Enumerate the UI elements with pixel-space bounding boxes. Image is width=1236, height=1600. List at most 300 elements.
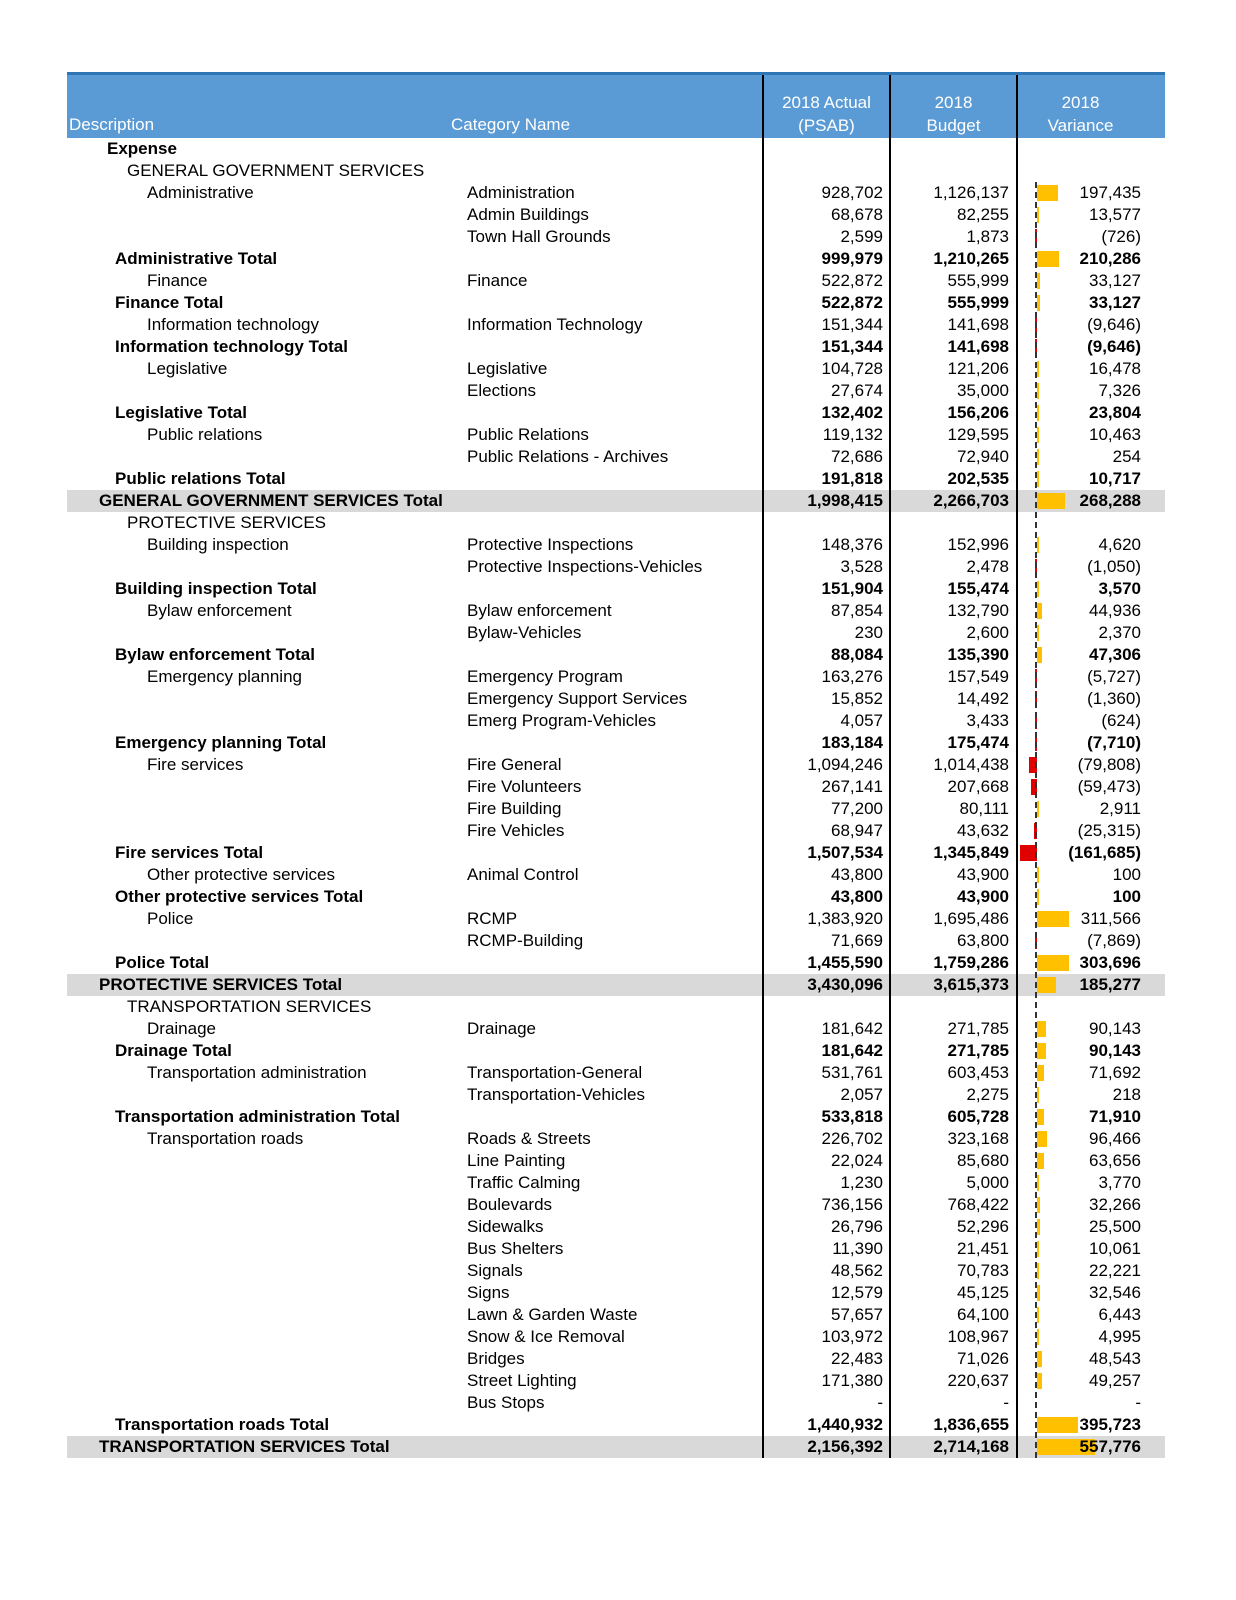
row-description: TRANSPORTATION SERVICES xyxy=(127,997,372,1016)
budget-column-divider xyxy=(889,138,891,1458)
row-actual: 267,141 xyxy=(821,777,883,796)
row-actual: 87,854 xyxy=(831,601,883,620)
row-actual: 119,132 xyxy=(822,425,883,444)
row-category: Transportation-Vehicles xyxy=(467,1085,645,1104)
row-actual: 148,376 xyxy=(821,535,883,554)
table-row xyxy=(67,864,1165,886)
row-actual: 522,872 xyxy=(821,293,883,312)
row-description: GENERAL GOVERNMENT SERVICES Total xyxy=(99,491,443,510)
subtotal-row xyxy=(67,248,1165,270)
table-row xyxy=(67,996,1165,1018)
row-actual: 15,852 xyxy=(831,689,883,708)
header-column-divider xyxy=(889,75,891,138)
row-variance: 90,143 xyxy=(1089,1041,1141,1060)
row-actual: 533,818 xyxy=(821,1107,883,1126)
row-variance: 47,306 xyxy=(1089,645,1141,664)
group-total-row xyxy=(67,490,1165,512)
header-category: Category Name xyxy=(451,115,571,134)
group-total-row xyxy=(67,974,1165,996)
row-description: Bylaw enforcement Total xyxy=(115,645,315,664)
row-variance: (9,646) xyxy=(1087,337,1141,356)
table-row xyxy=(67,1282,1165,1304)
row-category: Sidewalks xyxy=(467,1217,544,1236)
row-category: Traffic Calming xyxy=(467,1173,581,1192)
table-row xyxy=(67,1326,1165,1348)
row-budget: 220,637 xyxy=(947,1371,1009,1390)
row-budget: 1,759,286 xyxy=(933,953,1009,972)
row-actual: 191,818 xyxy=(821,469,883,488)
row-actual: 531,761 xyxy=(821,1063,883,1082)
table-row xyxy=(67,1216,1165,1238)
row-variance: 4,620 xyxy=(1098,535,1141,554)
row-variance: (624) xyxy=(1101,711,1141,730)
row-actual: 2,057 xyxy=(840,1085,883,1104)
row-budget: 271,785 xyxy=(947,1019,1009,1038)
row-category: Emergency Support Services xyxy=(467,689,688,708)
row-category: Lawn & Garden Waste xyxy=(467,1305,638,1324)
row-description: Emergency planning Total xyxy=(115,733,327,752)
table-row xyxy=(67,358,1165,380)
row-variance: 48,543 xyxy=(1089,1349,1141,1368)
row-budget: 1,126,137 xyxy=(933,183,1009,202)
row-description: Drainage xyxy=(147,1019,216,1038)
row-actual: 151,344 xyxy=(821,315,883,334)
row-actual: 104,728 xyxy=(821,359,883,378)
row-budget: 605,728 xyxy=(947,1107,1009,1126)
row-actual: 88,084 xyxy=(831,645,883,664)
row-description: Transportation roads Total xyxy=(115,1415,330,1434)
row-variance: 6,443 xyxy=(1098,1305,1141,1324)
row-category: Fire General xyxy=(467,755,562,774)
row-actual: 26,796 xyxy=(831,1217,883,1236)
row-description: Administrative Total xyxy=(115,249,278,268)
row-category: RCMP-Building xyxy=(467,931,584,950)
row-description: Finance xyxy=(147,271,208,290)
table-row xyxy=(67,1260,1165,1282)
subtotal-row xyxy=(67,1040,1165,1062)
subtotal-row xyxy=(67,886,1165,908)
row-variance: 197,435 xyxy=(1079,183,1141,202)
row-budget: 3,615,373 xyxy=(933,975,1009,994)
row-variance: 13,577 xyxy=(1089,205,1141,224)
row-variance: 96,466 xyxy=(1089,1129,1141,1148)
row-actual: 1,507,534 xyxy=(807,843,883,862)
row-budget: 21,451 xyxy=(957,1239,1009,1258)
subtotal-row xyxy=(67,644,1165,666)
row-category: Public Relations xyxy=(467,425,589,444)
table-row xyxy=(67,1062,1165,1084)
row-actual: 48,562 xyxy=(831,1261,883,1280)
row-category: Street Lighting xyxy=(467,1371,577,1390)
group-total-row xyxy=(67,1436,1165,1458)
row-description: Administrative xyxy=(147,183,254,202)
row-actual: 230 xyxy=(854,623,883,642)
row-actual: 3,528 xyxy=(840,557,883,576)
row-budget: 768,422 xyxy=(947,1195,1009,1214)
row-budget: 1,014,438 xyxy=(933,755,1009,774)
row-category: Line Painting xyxy=(467,1151,566,1170)
row-description: Transportation administration xyxy=(147,1063,367,1082)
table-header xyxy=(67,72,1165,138)
row-budget: 72,940 xyxy=(957,447,1009,466)
row-actual: 43,800 xyxy=(831,887,883,906)
row-variance: 16,478 xyxy=(1089,359,1141,378)
row-variance: (1,050) xyxy=(1087,557,1141,576)
row-budget: 1,695,486 xyxy=(933,909,1009,928)
header-column-divider xyxy=(762,75,764,138)
header-description: Description xyxy=(69,115,155,134)
row-description: GENERAL GOVERNMENT SERVICES xyxy=(127,161,425,180)
row-budget: 14,492 xyxy=(957,689,1009,708)
table-row xyxy=(67,688,1165,710)
row-actual: 12,579 xyxy=(831,1283,883,1302)
table-row xyxy=(67,820,1165,842)
row-budget: 71,026 xyxy=(957,1349,1009,1368)
row-description: Other protective services Total xyxy=(115,887,364,906)
row-budget: 141,698 xyxy=(947,315,1009,334)
row-category: Bus Shelters xyxy=(467,1239,564,1258)
row-variance: 3,770 xyxy=(1098,1173,1141,1192)
row-variance: 185,277 xyxy=(1079,975,1141,994)
row-actual: 103,972 xyxy=(821,1327,883,1346)
row-description: Transportation administration Total xyxy=(115,1107,400,1126)
row-actual: 522,872 xyxy=(821,271,883,290)
row-variance: 63,656 xyxy=(1089,1151,1141,1170)
row-variance: (25,315) xyxy=(1077,821,1141,840)
row-variance: 23,804 xyxy=(1089,403,1141,422)
row-variance: - xyxy=(1135,1393,1141,1412)
row-actual: 1,230 xyxy=(840,1173,883,1192)
row-description: Public relations xyxy=(147,425,263,444)
table-row xyxy=(67,1348,1165,1370)
row-variance: 32,266 xyxy=(1089,1195,1141,1214)
row-budget: 2,714,168 xyxy=(933,1437,1009,1456)
row-description: Building inspection xyxy=(147,535,289,554)
table-row xyxy=(67,754,1165,776)
row-actual: - xyxy=(877,1393,883,1412)
table-row xyxy=(67,1370,1165,1392)
row-budget: 80,111 xyxy=(959,799,1009,818)
row-variance: (9,646) xyxy=(1087,315,1141,334)
row-actual: 22,024 xyxy=(831,1151,883,1170)
row-variance: 254 xyxy=(1112,447,1141,466)
row-category: Signs xyxy=(467,1283,510,1302)
row-budget: 5,000 xyxy=(966,1173,1009,1192)
table-row xyxy=(67,314,1165,336)
row-category: Emerg Program-Vehicles xyxy=(467,711,656,730)
row-description: Other protective services xyxy=(147,865,336,884)
row-description: Transportation roads xyxy=(147,1129,304,1148)
row-budget: 2,478 xyxy=(966,557,1009,576)
table-row xyxy=(67,622,1165,644)
row-category: Administration xyxy=(467,183,575,202)
row-description: Fire services Total xyxy=(115,843,264,862)
row-variance: 268,288 xyxy=(1079,491,1141,510)
row-description: Expense xyxy=(107,139,177,158)
row-actual: 11,390 xyxy=(832,1239,883,1258)
row-description: PROTECTIVE SERVICES Total xyxy=(99,975,343,994)
row-budget: 43,900 xyxy=(957,887,1009,906)
row-category: Transportation-General xyxy=(467,1063,643,1082)
row-description: Finance Total xyxy=(115,293,224,312)
row-description: Public relations Total xyxy=(115,469,286,488)
row-actual: 928,702 xyxy=(821,183,883,202)
header-budget: 2018 Budget xyxy=(926,93,981,135)
row-actual: 1,094,246 xyxy=(807,755,883,774)
row-budget: 132,790 xyxy=(947,601,1009,620)
row-actual: 2,156,392 xyxy=(807,1437,883,1456)
row-actual: 181,642 xyxy=(821,1019,883,1038)
row-budget: 121,206 xyxy=(947,359,1009,378)
row-budget: 135,390 xyxy=(947,645,1009,664)
header-column-divider xyxy=(1016,75,1018,138)
row-budget: 64,100 xyxy=(957,1305,1009,1324)
row-variance: (5,727) xyxy=(1087,667,1141,686)
row-budget: 2,275 xyxy=(966,1085,1009,1104)
row-actual: 43,800 xyxy=(831,865,883,884)
table-row xyxy=(67,798,1165,820)
row-actual: 736,156 xyxy=(821,1195,883,1214)
row-variance: 22,221 xyxy=(1089,1261,1141,1280)
subtotal-row xyxy=(67,732,1165,754)
row-variance: 44,936 xyxy=(1089,601,1141,620)
row-category: Bylaw enforcement xyxy=(467,601,612,620)
row-budget: 555,999 xyxy=(947,271,1009,290)
row-variance: 32,546 xyxy=(1089,1283,1141,1302)
row-category: Drainage xyxy=(467,1019,536,1038)
row-budget: 129,595 xyxy=(947,425,1009,444)
table-row xyxy=(67,1172,1165,1194)
row-budget: 1,836,655 xyxy=(933,1415,1009,1434)
subtotal-row xyxy=(67,842,1165,864)
row-category: Admin Buildings xyxy=(467,205,589,224)
table-row xyxy=(67,446,1165,468)
table-row xyxy=(67,1392,1165,1414)
row-category: Protective Inspections-Vehicles xyxy=(467,557,703,576)
table-row xyxy=(67,600,1165,622)
row-variance: 7,326 xyxy=(1098,381,1141,400)
table-row xyxy=(67,1084,1165,1106)
row-variance: 395,723 xyxy=(1079,1415,1141,1434)
row-budget: 271,785 xyxy=(947,1041,1009,1060)
row-description: PROTECTIVE SERVICES xyxy=(127,513,327,532)
row-actual: 132,402 xyxy=(821,403,883,422)
row-description: Police Total xyxy=(115,953,210,972)
row-budget: 2,600 xyxy=(966,623,1009,642)
row-budget: 202,535 xyxy=(947,469,1009,488)
row-budget: - xyxy=(1003,1393,1009,1412)
table-row xyxy=(67,908,1165,930)
subtotal-row xyxy=(67,292,1165,314)
table-row xyxy=(67,204,1165,226)
table-row xyxy=(67,666,1165,688)
row-category: Boulevards xyxy=(467,1195,553,1214)
row-budget: 555,999 xyxy=(947,293,1009,312)
row-budget: 63,800 xyxy=(957,931,1009,950)
row-budget: 3,433 xyxy=(966,711,1009,730)
table-row xyxy=(67,710,1165,732)
row-budget: 152,996 xyxy=(947,535,1009,554)
table-row xyxy=(67,512,1165,534)
row-actual: 2,599 xyxy=(840,227,883,246)
variance-column-divider xyxy=(1016,138,1018,1458)
row-category: Legislative xyxy=(467,359,548,378)
header-variance: 2018 Variance xyxy=(1047,93,1114,135)
row-actual: 68,678 xyxy=(831,205,883,224)
budget-variance-table xyxy=(67,72,1165,1458)
row-actual: 151,344 xyxy=(821,337,883,356)
subtotal-row xyxy=(67,336,1165,358)
row-variance: 3,570 xyxy=(1098,579,1141,598)
row-actual: 151,904 xyxy=(821,579,883,598)
row-actual: 3,430,096 xyxy=(807,975,883,994)
row-actual: 71,669 xyxy=(831,931,883,950)
row-category: Animal Control xyxy=(467,865,579,884)
row-variance: 2,370 xyxy=(1098,623,1141,642)
row-variance: 49,257 xyxy=(1089,1371,1141,1390)
row-actual: 57,657 xyxy=(831,1305,883,1324)
row-variance: 557,776 xyxy=(1079,1437,1141,1456)
row-category: Emergency Program xyxy=(467,667,623,686)
subtotal-row xyxy=(67,402,1165,424)
row-budget: 35,000 xyxy=(957,381,1009,400)
row-description: Building inspection Total xyxy=(115,579,317,598)
row-actual: 68,947 xyxy=(831,821,883,840)
row-actual: 72,686 xyxy=(831,447,883,466)
row-budget: 82,255 xyxy=(957,205,1009,224)
row-category: Fire Vehicles xyxy=(467,821,565,840)
row-actual: 226,702 xyxy=(821,1129,883,1148)
subtotal-row xyxy=(67,578,1165,600)
row-variance: 303,696 xyxy=(1079,953,1141,972)
row-budget: 1,210,265 xyxy=(933,249,1009,268)
row-variance: 90,143 xyxy=(1089,1019,1141,1038)
row-budget: 1,873 xyxy=(966,227,1009,246)
table-row xyxy=(67,1238,1165,1260)
row-budget: 45,125 xyxy=(957,1283,1009,1302)
row-budget: 1,345,849 xyxy=(933,843,1009,862)
databar-zero-axis xyxy=(1035,182,1037,1458)
header-actual: 2018 Actual (PSAB) xyxy=(782,93,871,135)
row-category: Protective Inspections xyxy=(467,535,634,554)
row-budget: 141,698 xyxy=(947,337,1009,356)
row-variance: (7,869) xyxy=(1087,931,1141,950)
row-variance: 2,911 xyxy=(1099,799,1141,818)
table-row xyxy=(67,1128,1165,1150)
row-category: Public Relations - Archives xyxy=(467,447,669,466)
row-budget: 85,680 xyxy=(957,1151,1009,1170)
row-description: Emergency planning xyxy=(147,667,302,686)
row-variance: 33,127 xyxy=(1089,271,1141,290)
row-variance: 210,286 xyxy=(1079,249,1141,268)
table-row xyxy=(67,1150,1165,1172)
row-budget: 70,783 xyxy=(957,1261,1009,1280)
subtotal-row xyxy=(67,1106,1165,1128)
row-category: RCMP xyxy=(467,909,518,928)
row-actual: 77,200 xyxy=(831,799,883,818)
row-variance: 33,127 xyxy=(1089,293,1141,312)
row-actual: 1,383,920 xyxy=(807,909,883,928)
table-row xyxy=(67,160,1165,182)
row-category: Elections xyxy=(467,381,536,400)
row-variance: 4,995 xyxy=(1098,1327,1141,1346)
subtotal-row xyxy=(67,1414,1165,1436)
row-category: Town Hall Grounds xyxy=(467,227,611,246)
row-category: Information Technology xyxy=(467,315,643,334)
table-row xyxy=(67,1018,1165,1040)
row-category: Bridges xyxy=(467,1349,525,1368)
row-description: Drainage Total xyxy=(115,1041,232,1060)
table-row xyxy=(67,1194,1165,1216)
row-variance: (7,710) xyxy=(1087,733,1141,752)
row-category: Finance xyxy=(467,271,528,290)
table-row xyxy=(67,534,1165,556)
row-variance: 71,692 xyxy=(1089,1063,1141,1082)
row-budget: 155,474 xyxy=(947,579,1009,598)
row-description: Fire services xyxy=(147,755,244,774)
row-budget: 2,266,703 xyxy=(933,491,1009,510)
row-category: Signals xyxy=(467,1261,523,1280)
row-budget: 108,967 xyxy=(947,1327,1009,1346)
table-row xyxy=(67,226,1165,248)
row-variance: 100 xyxy=(1112,887,1141,906)
row-actual: 999,979 xyxy=(821,249,883,268)
row-variance: 25,500 xyxy=(1089,1217,1141,1236)
table-row xyxy=(67,930,1165,952)
row-actual: 181,642 xyxy=(821,1041,883,1060)
table-row xyxy=(67,182,1165,204)
row-category: Bus Stops xyxy=(467,1393,545,1412)
table-row xyxy=(67,556,1165,578)
row-variance: (79,808) xyxy=(1077,755,1141,774)
row-description: Legislative Total xyxy=(115,403,247,422)
row-category: Bylaw-Vehicles xyxy=(467,623,582,642)
row-actual: 163,276 xyxy=(821,667,883,686)
row-description: Bylaw enforcement xyxy=(147,601,292,620)
row-actual: 4,057 xyxy=(840,711,883,730)
row-variance: 10,061 xyxy=(1089,1239,1141,1258)
row-variance: 10,717 xyxy=(1089,469,1141,488)
table-row xyxy=(67,776,1165,798)
subtotal-row xyxy=(67,952,1165,974)
row-variance: (59,473) xyxy=(1077,777,1141,796)
table-body xyxy=(67,138,1165,1458)
row-category: Fire Volunteers xyxy=(467,777,582,796)
row-variance: 218 xyxy=(1112,1085,1141,1104)
row-description: TRANSPORTATION SERVICES Total xyxy=(99,1437,390,1456)
subtotal-row xyxy=(67,468,1165,490)
row-actual: 22,483 xyxy=(831,1349,883,1368)
row-category: Fire Building xyxy=(467,799,562,818)
row-budget: 157,549 xyxy=(947,667,1009,686)
table-row xyxy=(67,138,1165,160)
row-category: Snow & Ice Removal xyxy=(467,1327,625,1346)
row-budget: 603,453 xyxy=(947,1063,1009,1082)
row-variance: 100 xyxy=(1112,865,1141,884)
row-description: Information technology Total xyxy=(115,337,348,356)
row-variance: (726) xyxy=(1101,227,1141,246)
table-row xyxy=(67,380,1165,402)
actual-column-divider xyxy=(762,138,764,1458)
row-variance: (1,360) xyxy=(1087,689,1141,708)
row-budget: 207,668 xyxy=(947,777,1009,796)
row-variance: (161,685) xyxy=(1068,843,1141,862)
row-variance: 311,566 xyxy=(1080,909,1141,928)
row-variance: 10,463 xyxy=(1089,425,1141,444)
row-budget: 175,474 xyxy=(947,733,1009,752)
row-budget: 323,168 xyxy=(947,1129,1009,1148)
row-budget: 43,900 xyxy=(957,865,1009,884)
